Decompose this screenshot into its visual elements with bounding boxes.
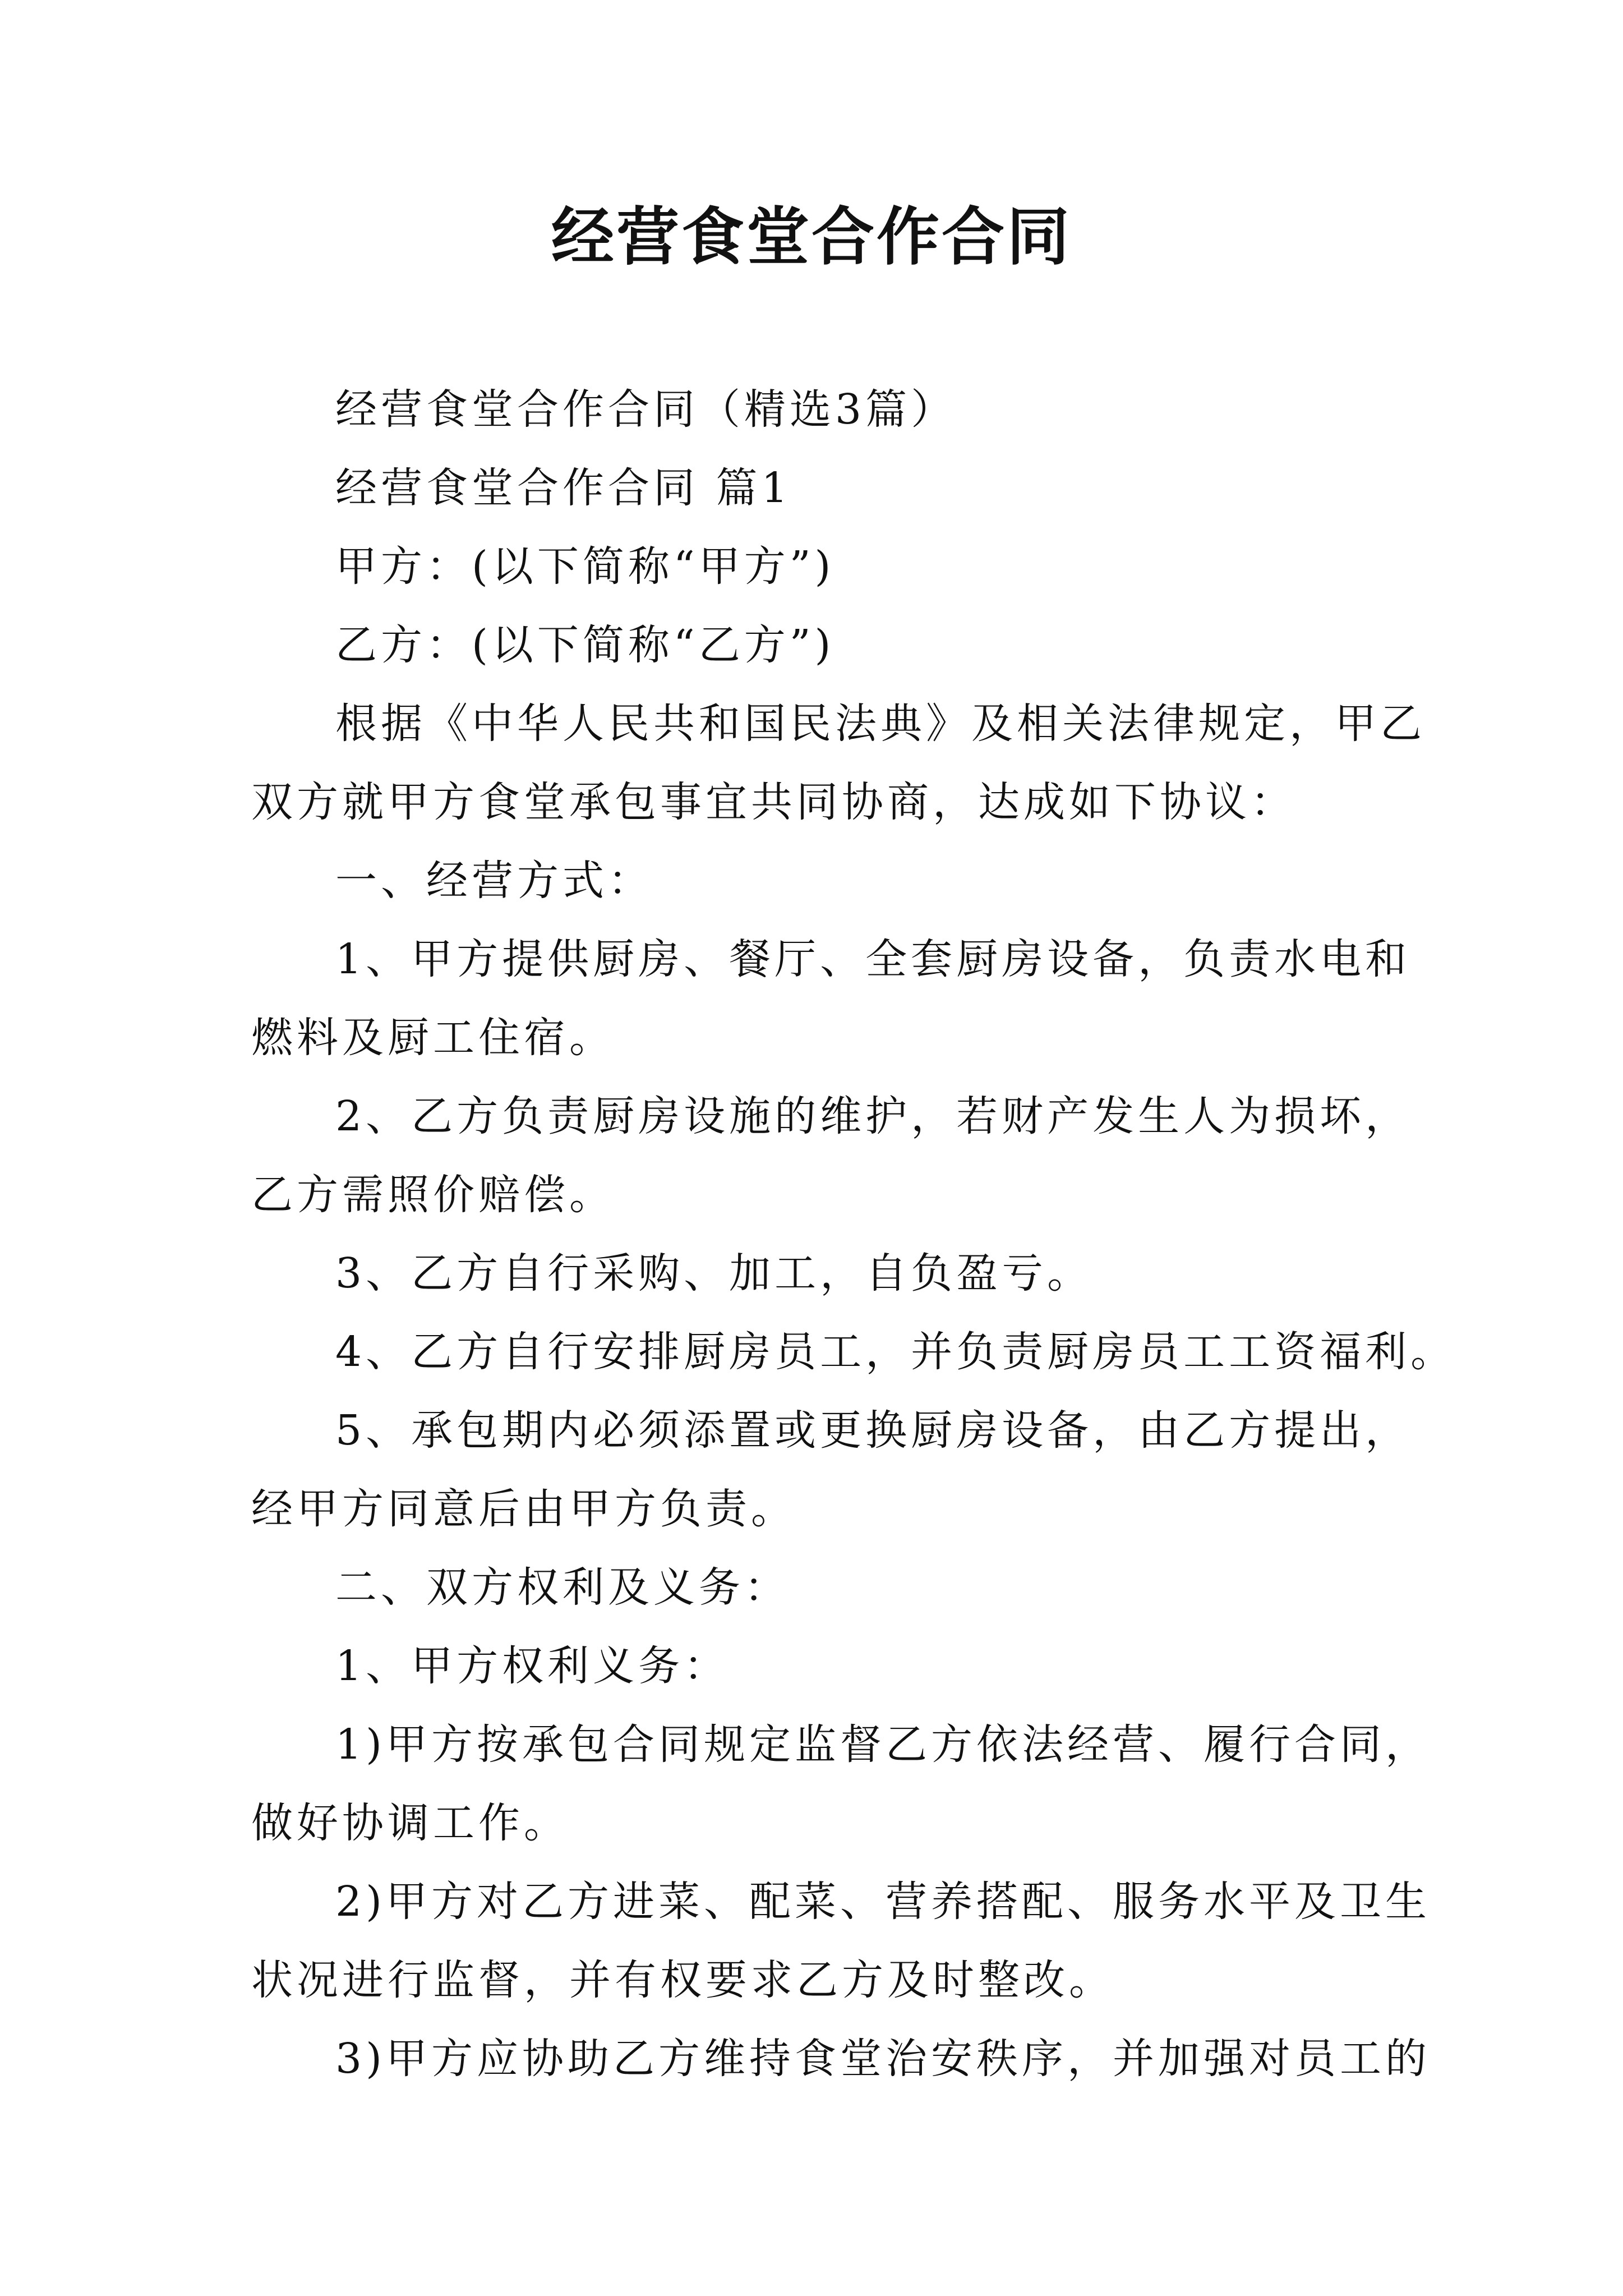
- text-line: 1、甲方提供厨房、餐厅、全套厨房设备，负责水电和: [335, 935, 1411, 983]
- text-line: 燃料及厨工住宿。: [251, 1014, 615, 1062]
- text-line: 二、双方权利及义务：: [335, 1563, 790, 1612]
- text-line: 做好协调工作。: [251, 1799, 569, 1847]
- text-line: 乙方：(以下简称“乙方”): [335, 621, 835, 669]
- text-line: 4、乙方自行安排厨房员工，并负责厨房员工工资福利。: [335, 1328, 1456, 1376]
- text-line: 双方就甲方食堂承包事宜共同协商，达成如下协议：: [251, 778, 1296, 826]
- text-line: 一、经营方式：: [335, 857, 653, 905]
- text-line: 1)甲方按承包合同规定监督乙方依法经营、履行合同，: [335, 1720, 1431, 1769]
- text-line: 3)甲方应协助乙方维持食堂治安秩序，并加强对员工的: [335, 2035, 1431, 2083]
- document-body: [251, 381, 1456, 2109]
- text-line: 5、承包期内必须添置或更换厨房设备，由乙方提出，: [335, 1406, 1411, 1455]
- text-line: 1、甲方权利义务：: [335, 1642, 730, 1690]
- text-line: 2)甲方对乙方进菜、配菜、营养搭配、服务水平及卫生: [335, 1878, 1431, 1926]
- text-line: 3、乙方自行采购、加工，自负盈亏。: [335, 1249, 1093, 1297]
- text-line: 根据《中华人民共和国民法典》及相关法律规定，甲乙: [335, 700, 1426, 748]
- text-line: 经营食堂合作合同 篇1: [335, 464, 792, 512]
- text-line: 乙方需照价赔偿。: [251, 1171, 615, 1219]
- text-line: 状况进行监督，并有权要求乙方及时整改。: [251, 1956, 1114, 2004]
- text-line: 甲方：(以下简称“甲方”): [335, 542, 835, 591]
- text-line: 经营食堂合作合同（精选3篇）: [335, 385, 957, 434]
- text-line: 2、乙方负责厨房设施的维护，若财产发生人为损坏，: [335, 1092, 1411, 1140]
- text-line: 经甲方同意后由甲方负责。: [251, 1485, 796, 1533]
- document-title: 经营食堂合作合同: [551, 200, 1072, 274]
